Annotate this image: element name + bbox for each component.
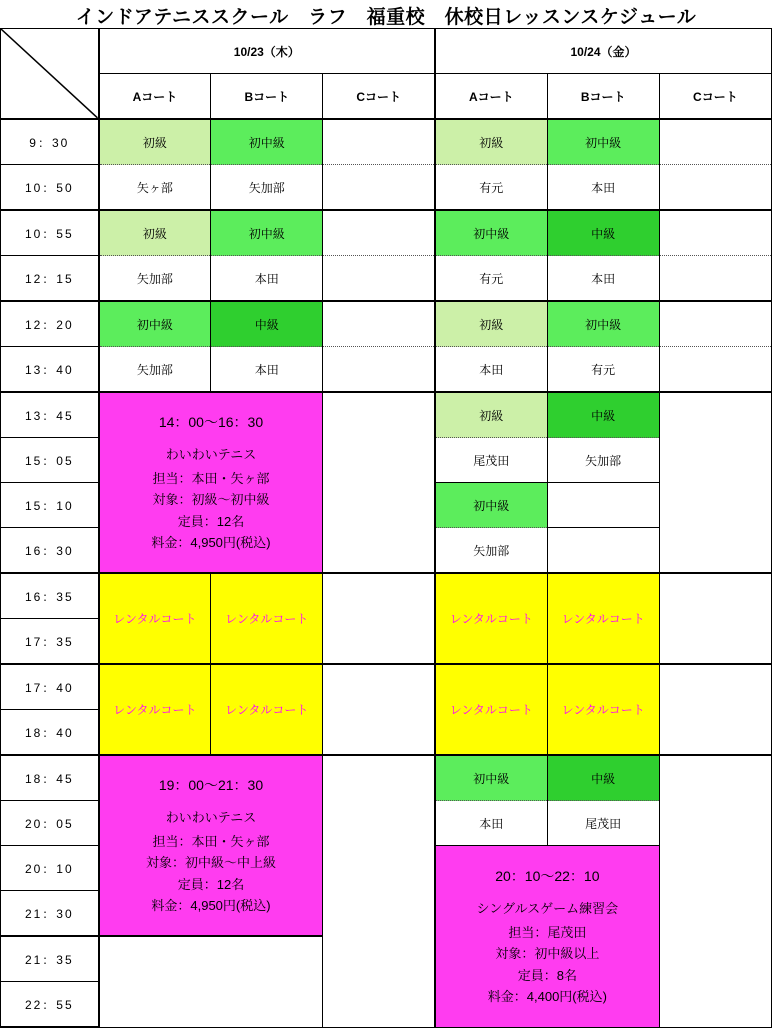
lesson-cell: 初中級 bbox=[435, 483, 547, 528]
day-header-2: 10/24（金） bbox=[435, 29, 772, 74]
event-target: 対象：初級～初中級 bbox=[152, 492, 270, 508]
time-label: 22：55 bbox=[1, 982, 99, 1028]
lesson-cell bbox=[323, 573, 435, 664]
time-label: 21：35 bbox=[1, 936, 99, 982]
lesson-cell bbox=[547, 483, 659, 528]
table-row bbox=[1, 165, 772, 211]
time-label: 20：10 bbox=[1, 846, 99, 891]
event-fee: 料金：4,400円(税込) bbox=[487, 988, 607, 1004]
event-singles bbox=[435, 846, 659, 1028]
event-staff: 担当：本田・矢ヶ部 bbox=[152, 470, 270, 486]
time-label: 17：35 bbox=[1, 619, 99, 665]
teacher-cell bbox=[323, 165, 435, 211]
rental-cell: レンタルコート bbox=[211, 573, 323, 664]
lesson-cell: 初中級 bbox=[211, 210, 323, 256]
table-header-courts bbox=[1, 74, 772, 120]
teacher-cell bbox=[659, 256, 771, 302]
court-header-a2: Aコート bbox=[435, 74, 547, 120]
lesson-cell bbox=[659, 119, 771, 165]
lesson-cell: 初級 bbox=[435, 119, 547, 165]
table-header-days bbox=[1, 29, 772, 74]
teacher-cell: 矢ヶ部 bbox=[99, 165, 211, 211]
table-row bbox=[1, 664, 772, 710]
event-fee: 料金：4,950円(税込) bbox=[151, 535, 271, 551]
event-time: 20：10～22：10 bbox=[495, 868, 600, 885]
court-header-c2: Cコート bbox=[659, 74, 771, 120]
event-time: 14：00～16：30 bbox=[158, 414, 264, 431]
event-waiwai-night bbox=[99, 755, 323, 936]
time-label: 10：55 bbox=[1, 210, 99, 256]
lesson-cell bbox=[323, 664, 435, 755]
table-row bbox=[1, 347, 772, 393]
time-label: 18：45 bbox=[1, 755, 99, 801]
table-row bbox=[1, 119, 772, 165]
table-row bbox=[1, 256, 772, 302]
time-label: 17：40 bbox=[1, 664, 99, 710]
lesson-cell: 中級 bbox=[211, 301, 323, 347]
lesson-cell bbox=[659, 573, 771, 664]
teacher-cell: 有元 bbox=[435, 256, 547, 302]
time-label: 15：05 bbox=[1, 438, 99, 483]
teacher-cell bbox=[659, 165, 771, 211]
lesson-cell: 中級 bbox=[547, 392, 659, 438]
rental-cell: レンタルコート bbox=[547, 664, 659, 755]
time-label: 10：50 bbox=[1, 165, 99, 211]
teacher-cell bbox=[323, 256, 435, 302]
court-header-c1: Cコート bbox=[323, 74, 435, 120]
time-label: 20：05 bbox=[1, 801, 99, 846]
table-row bbox=[1, 755, 772, 801]
lesson-cell bbox=[659, 392, 771, 573]
teacher-cell: 矢加部 bbox=[99, 347, 211, 393]
teacher-cell: 有元 bbox=[435, 165, 547, 211]
event-capacity: 定員：12名 bbox=[177, 513, 245, 529]
lesson-cell bbox=[323, 392, 435, 573]
lesson-cell bbox=[323, 301, 435, 347]
schedule-table bbox=[0, 28, 772, 1028]
lesson-cell: 初中級 bbox=[547, 119, 659, 165]
teacher-cell: 有元 bbox=[547, 347, 659, 393]
lesson-cell: 中級 bbox=[547, 210, 659, 256]
corner-cell bbox=[1, 29, 99, 120]
event-name: シングルスゲーム練習会 bbox=[476, 901, 619, 917]
teacher-cell: 尾茂田 bbox=[435, 438, 547, 483]
time-label: 13：45 bbox=[1, 392, 99, 438]
teacher-cell bbox=[323, 347, 435, 393]
time-label: 16：30 bbox=[1, 528, 99, 574]
rental-cell: レンタルコート bbox=[435, 664, 547, 755]
lesson-cell: 初級 bbox=[99, 119, 211, 165]
table-row bbox=[1, 210, 772, 256]
table-row bbox=[1, 573, 772, 619]
teacher-cell: 本田 bbox=[211, 256, 323, 302]
event-capacity: 定員：12名 bbox=[177, 876, 245, 892]
teacher-cell: 本田 bbox=[435, 801, 547, 846]
time-label: 18：40 bbox=[1, 710, 99, 756]
lesson-cell bbox=[99, 936, 323, 1027]
court-header-a1: Aコート bbox=[99, 74, 211, 120]
rental-cell: レンタルコート bbox=[211, 664, 323, 755]
lesson-cell: 初級 bbox=[435, 392, 547, 438]
teacher-cell: 矢加部 bbox=[435, 528, 547, 574]
lesson-cell bbox=[323, 119, 435, 165]
teacher-cell: 尾茂田 bbox=[547, 801, 659, 846]
lesson-cell bbox=[659, 301, 771, 347]
lesson-cell: 初中級 bbox=[435, 755, 547, 801]
lesson-cell bbox=[659, 210, 771, 256]
diagonal-line-icon bbox=[1, 29, 98, 118]
time-label: 15：10 bbox=[1, 483, 99, 528]
time-label: 16：35 bbox=[1, 573, 99, 619]
teacher-cell: 本田 bbox=[547, 256, 659, 302]
rental-cell: レンタルコート bbox=[99, 664, 211, 755]
event-target: 対象：初中級～中上級 bbox=[145, 855, 276, 871]
teacher-cell: 本田 bbox=[211, 347, 323, 393]
lesson-cell: 初級 bbox=[99, 210, 211, 256]
teacher-cell bbox=[659, 347, 771, 393]
time-label: 12：15 bbox=[1, 256, 99, 302]
table-row bbox=[1, 301, 772, 347]
time-label: 13：40 bbox=[1, 347, 99, 393]
event-time: 19：00～21：30 bbox=[158, 777, 264, 794]
event-capacity: 定員：8名 bbox=[517, 967, 577, 983]
rental-cell: レンタルコート bbox=[547, 573, 659, 664]
event-target: 対象：初中級以上 bbox=[495, 946, 600, 962]
teacher-cell: 本田 bbox=[547, 165, 659, 211]
table-row bbox=[1, 392, 772, 438]
lesson-cell: 初中級 bbox=[547, 301, 659, 347]
event-fee: 料金：4,950円(税込) bbox=[151, 898, 271, 914]
lesson-cell bbox=[323, 755, 435, 1027]
court-header-b2: Bコート bbox=[547, 74, 659, 120]
rental-cell: レンタルコート bbox=[99, 573, 211, 664]
rental-cell: レンタルコート bbox=[435, 573, 547, 664]
time-label: 12：20 bbox=[1, 301, 99, 347]
court-header-b1: Bコート bbox=[211, 74, 323, 120]
event-name: わいわいテニス bbox=[165, 447, 257, 463]
teacher-cell bbox=[547, 528, 659, 574]
lesson-cell bbox=[659, 664, 771, 755]
teacher-cell: 矢加部 bbox=[99, 256, 211, 302]
lesson-cell: 初級 bbox=[435, 301, 547, 347]
teacher-cell: 矢加部 bbox=[211, 165, 323, 211]
lesson-cell bbox=[323, 210, 435, 256]
event-waiwai-day bbox=[99, 392, 323, 573]
lesson-cell: 初中級 bbox=[99, 301, 211, 347]
time-label: 9：30 bbox=[1, 119, 99, 165]
event-name: わいわいテニス bbox=[165, 810, 257, 826]
teacher-cell: 本田 bbox=[435, 347, 547, 393]
event-staff: 担当：本田・矢ヶ部 bbox=[152, 833, 270, 849]
lesson-cell: 中級 bbox=[547, 755, 659, 801]
page-title: インドアテニススクール ラフ 福重校 休校日レッスンスケジュール bbox=[75, 7, 697, 28]
lesson-cell: 初中級 bbox=[435, 210, 547, 256]
event-staff: 担当：尾茂田 bbox=[508, 924, 587, 940]
time-label: 21：30 bbox=[1, 891, 99, 937]
lesson-cell bbox=[659, 755, 771, 1027]
teacher-cell: 矢加部 bbox=[547, 438, 659, 483]
lesson-cell: 初中級 bbox=[211, 119, 323, 165]
day-header-1: 10/23（木） bbox=[99, 29, 435, 74]
